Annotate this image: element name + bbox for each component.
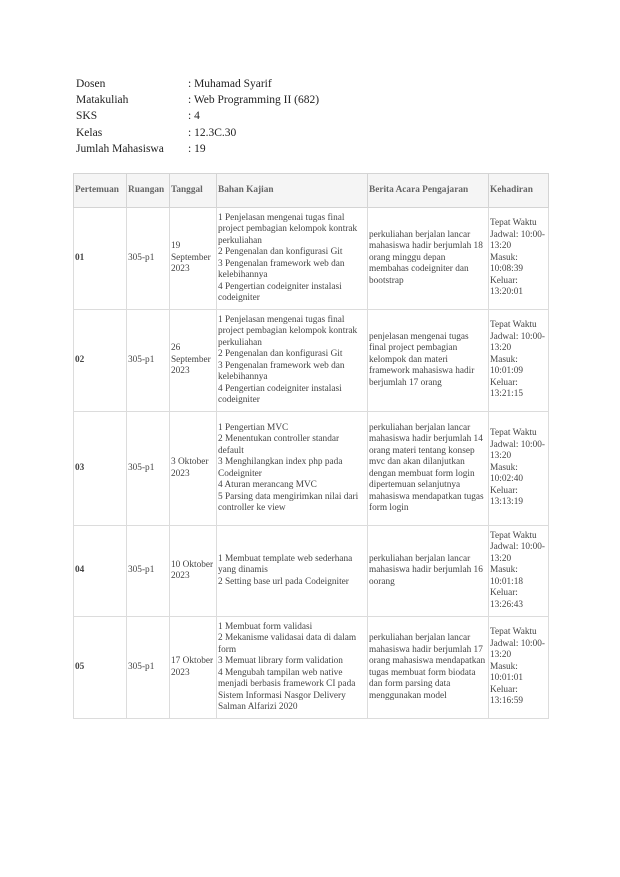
- cell-tanggal: 19 September 2023: [170, 208, 217, 310]
- info-row-sks: [76, 108, 319, 124]
- bahan-item: 1 Membuat form validasi: [218, 621, 313, 632]
- kehadiran-masuk: Masuk: 10:08:39: [490, 252, 524, 275]
- cell-bahan-kajian: [217, 412, 368, 526]
- kehadiran-jadwal: Jadwal: 10:00-13:20: [490, 542, 545, 564]
- cell-bahan-kajian: [217, 208, 368, 310]
- bahan-item: 4 Pengertian codeigniter instalasi codeigniter: [218, 281, 342, 303]
- kehadiran-keluar: Keluar: 13:16:59: [490, 684, 524, 707]
- info-label: Kelas: [76, 126, 103, 139]
- kehadiran-masuk: Masuk: 10:01:01: [490, 661, 524, 684]
- kehadiran-status: Tepat Waktu: [490, 320, 537, 331]
- cell-kehadiran: [489, 526, 549, 617]
- table-row: [74, 310, 549, 412]
- cell-ruangan: 305-p1: [127, 617, 170, 719]
- schedule-table: [73, 173, 549, 719]
- cell-berita-acara: perkuliahan berjalan lancar mahasiswa hadir berjumlah 16 oorang: [368, 526, 489, 617]
- bahan-item: 1 Penjelasan mengenai tugas final project pembagian kelompok kontrak perkuliahan: [218, 212, 358, 246]
- course-info: [76, 76, 319, 157]
- cell-berita-acara: perkuliahan berjalan lancar mahasiswa hadir berjumlah 18 orang minggu depan membahas codeigniter dan bootstrap: [368, 208, 489, 310]
- column-header-tanggal: Tanggal: [170, 174, 217, 208]
- cell-tanggal: 26 September 2023: [170, 310, 217, 412]
- table-row: [74, 412, 549, 526]
- column-header-ruangan: Ruangan: [127, 174, 170, 208]
- info-label: Dosen: [76, 78, 106, 90]
- cell-ruangan: 305-p1: [127, 310, 170, 412]
- bahan-item: 3 Pengenalan framework web dan kelebihannya: [218, 360, 345, 382]
- cell-pertemuan: 05: [74, 617, 127, 719]
- kehadiran-jadwal: Jadwal: 10:00-13:20: [490, 638, 545, 661]
- bahan-item: 3 Memuat library form validation: [218, 656, 343, 666]
- cell-kehadiran: [489, 310, 549, 412]
- cell-tanggal: 10 Oktober 2023: [170, 526, 217, 617]
- kehadiran-status: Tepat Waktu: [490, 530, 537, 541]
- kehadiran-jadwal: Jadwal: 10:00-13:20: [490, 229, 545, 252]
- info-row-dosen: [76, 76, 319, 92]
- info-row-jumlah-mahasiswa: [76, 141, 319, 157]
- cell-pertemuan: 01: [74, 208, 127, 310]
- kehadiran-jadwal: Jadwal: 10:00-13:20: [490, 439, 545, 462]
- info-value: : Muhamad Syarif: [188, 78, 272, 90]
- bahan-item: 4 Aturan merancang MVC: [218, 480, 317, 490]
- column-header-pertemuan: Pertemuan: [74, 174, 127, 208]
- column-header-berita-acara: Berita Acara Pengajaran: [368, 174, 489, 208]
- bahan-item: 2 Mekanisme validasai data di dalam form: [218, 633, 357, 655]
- info-label: Jumlah Mahasiswa: [76, 142, 164, 155]
- bahan-item: 4 Pengertian codeigniter instalasi codeigniter: [218, 383, 342, 405]
- bahan-item: 5 Parsing data mengirimkan nilai dari controller ke view: [218, 491, 359, 513]
- cell-ruangan: 305-p1: [127, 526, 170, 617]
- cell-berita-acara: penjelasan mengenai tugas final project pembagian kelompok dan materi framework mahasiswa hadir berjumlah 17 orang: [368, 310, 489, 412]
- cell-bahan-kajian: [217, 526, 368, 617]
- kehadiran-masuk: Masuk: 10:01:09: [490, 354, 524, 377]
- info-label: SKS: [76, 110, 98, 123]
- cell-berita-acara: perkuliahan berjalan lancar mahasiswa hadir berjumlah 14 orang materi tentang konsep mvc dan akan dilanjutkan dengan membuat form login dipertemuan selanjutnya mahasiswa mendapatkan tugas form login: [368, 412, 489, 526]
- bahan-item: 3 Pengenalan framework web dan kelebihannya: [218, 258, 345, 280]
- kehadiran-keluar: Keluar: 13:26:43: [490, 588, 524, 610]
- kehadiran-keluar: Keluar: 13:13:19: [490, 485, 524, 508]
- bahan-item: 1 Penjelasan mengenai tugas final project pembagian kelompok kontrak perkuliahan: [218, 314, 358, 348]
- info-value: : 19: [188, 142, 206, 155]
- table-row: [74, 208, 549, 310]
- bahan-item: 2 Pengenalan dan konfigurasi Git: [218, 247, 343, 257]
- table-header-row: [74, 174, 549, 208]
- info-value: : 4: [188, 110, 200, 123]
- cell-tanggal: 17 Oktober 2023: [170, 617, 217, 719]
- table-row: [74, 526, 549, 617]
- kehadiran-masuk: Masuk: 10:02:40: [490, 462, 524, 485]
- bahan-item: 3 Menghilangkan index php pada Codeigniter: [218, 457, 343, 479]
- cell-kehadiran: [489, 412, 549, 526]
- kehadiran-status: Tepat Waktu: [490, 218, 537, 229]
- cell-ruangan: 305-p1: [127, 208, 170, 310]
- column-header-bahan-kajian: Bahan Kajian: [217, 174, 368, 208]
- bahan-item: 2 Setting base url pada Codeigniter: [218, 576, 349, 587]
- bahan-item: 2 Menentukan controller standar default: [218, 434, 340, 456]
- info-row-matakuliah: [76, 92, 319, 108]
- kehadiran-keluar: Keluar: 13:20:01: [490, 275, 524, 298]
- cell-pertemuan: 04: [74, 526, 127, 617]
- info-row-kelas: [76, 125, 319, 141]
- column-header-kehadiran: Kehadiran: [489, 174, 549, 208]
- bahan-item: 2 Pengenalan dan konfigurasi Git: [218, 349, 343, 359]
- info-value: : Web Programming II (682): [188, 94, 320, 107]
- cell-pertemuan: 03: [74, 412, 127, 526]
- cell-kehadiran: [489, 208, 549, 310]
- cell-ruangan: 305-p1: [127, 412, 170, 526]
- bahan-item: 1 Pengertian MVC: [218, 422, 289, 433]
- kehadiran-status: Tepat Waktu: [490, 627, 537, 638]
- cell-berita-acara: perkuliahan berjalan lancar mahasiswa hadir berjumlah 17 orang mahasiswa mendapatkan tugas membuat form biodata dan form parsing data menggunakan model: [368, 617, 489, 719]
- kehadiran-masuk: Masuk: 10:01:18: [490, 565, 524, 587]
- kehadiran-jadwal: Jadwal: 10:00-13:20: [490, 331, 545, 354]
- table-row: [74, 617, 549, 719]
- bahan-item: 1 Membuat template web sederhana yang dinamis: [218, 553, 353, 576]
- cell-pertemuan: 02: [74, 310, 127, 412]
- bahan-item: 4 Mengubah tampilan web native menjadi berbasis framework CI pada Sistem Informasi Nasgor Delivery Salman Alfarizi 2020: [218, 667, 356, 712]
- kehadiran-keluar: Keluar: 13:21:15: [490, 377, 524, 400]
- info-label: Matakuliah: [76, 94, 129, 107]
- cell-kehadiran: [489, 617, 549, 719]
- kehadiran-status: Tepat Waktu: [490, 428, 537, 439]
- info-value: : 12.3C.30: [188, 126, 237, 139]
- cell-tanggal: 3 Oktober 2023: [170, 412, 217, 526]
- cell-bahan-kajian: [217, 617, 368, 719]
- cell-bahan-kajian: [217, 310, 368, 412]
